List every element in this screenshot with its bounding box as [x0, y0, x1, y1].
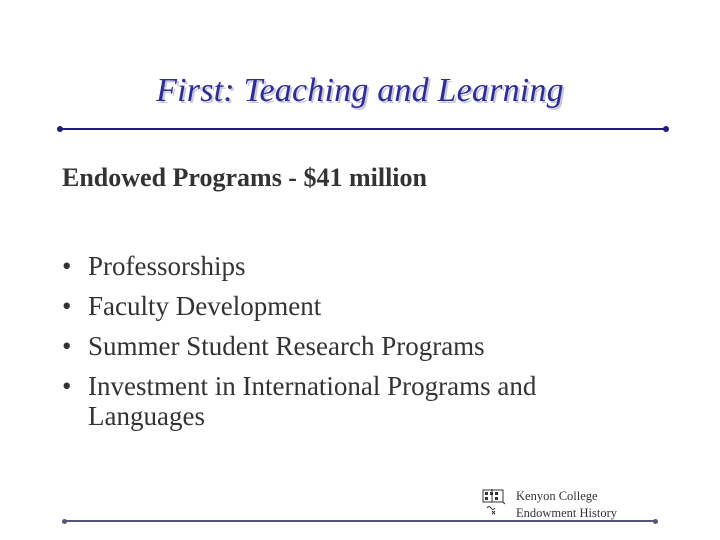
bullet-text: Investment in International Programs and Languages	[88, 371, 537, 431]
bullet-text: Professorships	[88, 251, 246, 281]
bullet-item	[62, 372, 652, 430]
bullet-text: Faculty Development	[88, 291, 322, 322]
footer-divider	[64, 520, 656, 522]
bullet-item	[62, 252, 652, 281]
footer-caption	[516, 488, 617, 522]
bullet-icon: •	[62, 371, 72, 402]
divider-end-dot	[653, 519, 658, 524]
footer-line-college: Kenyon College	[516, 489, 598, 503]
divider-end-dot	[663, 126, 669, 132]
footer-line-history: Endowment History	[516, 506, 618, 520]
slide-title: First: Teaching and Learning	[156, 72, 564, 109]
college-building-icon	[482, 488, 506, 518]
bullet-item	[62, 332, 652, 361]
divider-end-dot	[62, 519, 67, 524]
slide-subtitle: Endowed Programs - $41 million	[62, 163, 427, 192]
divider-end-dot	[57, 126, 63, 132]
bullet-list	[62, 252, 652, 442]
bullet-text: Summer Student Research Programs	[88, 331, 485, 362]
bullet-item	[62, 292, 652, 321]
bullet-icon: •	[62, 251, 72, 281]
title-divider	[60, 128, 666, 130]
bullet-icon: •	[62, 291, 72, 322]
bullet-icon: •	[62, 331, 72, 362]
